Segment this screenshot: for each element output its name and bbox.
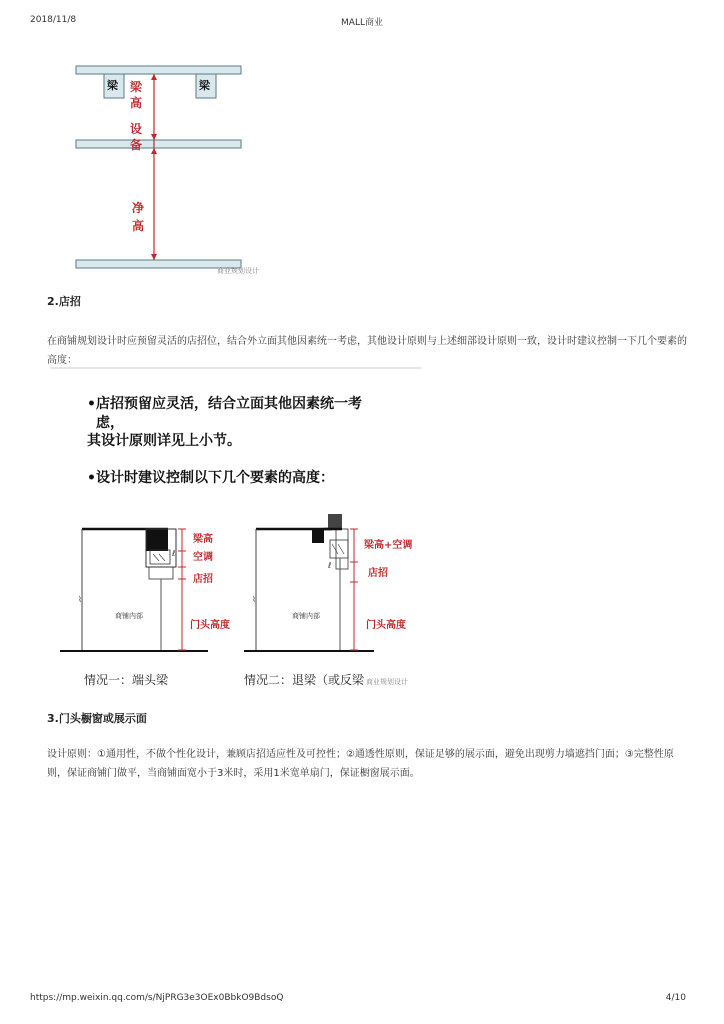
slide-line-1: •店招预留应灵活，结合立面其他因素统一考 [87,396,362,412]
beam-height-char-1: 梁 [130,80,143,94]
break-mark-right: ⌇ [252,595,256,604]
slide-line-4: •设计时建议控制以下几个要素的高度： [87,470,334,486]
beam-label-left: 梁 [107,79,118,92]
clear-height-label [132,200,148,233]
print-date: 2018/11/8 [30,15,77,25]
left-door-height: 门头高度 [190,620,230,631]
slide-line-2: 虑， [96,415,124,431]
left-aircon: 空调 [193,552,213,563]
right-shop-interior: 商铺内部 [292,612,320,620]
break-mark-left: ⌇ [78,595,82,604]
beam-height-label [130,79,146,110]
source-url[interactable]: https://mp.weixin.qq.com/s/NjPRG3e3OEx0BbkO9BdsoQ [30,993,284,1003]
beam-height-char-2: 高 [130,96,143,110]
beam-label-right: 梁 [199,79,210,92]
section-heading-signage: 2.店招 [47,295,81,308]
clear-height-char-2: 高 [132,219,145,233]
section-heading-storefront: 3.门头橱窗或展示面 [47,712,147,725]
right-door-height: 门头高度 [366,620,406,631]
left-signage: 店招 [193,574,213,585]
storefront-paragraph: 设计原则：①通用性，不做个性化设计，兼顾店招适应性及可控性；②通透性原则，保证足够的展示面，避免出现剪力墙遮挡门面；③完整性原则，保证商铺门做平，当商铺面宽小于3米时，采用1米宽单扇门，保证橱窗展示面。 [47,749,674,779]
watermark: 商业规划设计 [217,267,259,275]
aircon-symbol-right: ℓ [328,561,332,570]
right-watermark: 商业规划设计 [366,678,408,686]
aircon-symbol-left: ℓ [172,549,176,558]
page-number: 4/10 [665,993,686,1003]
height-section-figure [72,60,292,278]
right-beam-aircon: 梁高+空调 [364,540,413,551]
left-caption: 情况一：端头梁 [84,673,169,687]
right-caption: 情况二：退梁（或反梁 [244,673,365,687]
left-shop-interior: 商铺内部 [115,612,143,620]
equipment-char-2: 备 [130,138,143,152]
slide-line-3: 其设计原则详见上小节。 [87,433,241,449]
left-beam-height: 梁高 [193,534,213,545]
storefront-sections-drawing [60,510,430,695]
equipment-char-1: 设 [130,122,143,136]
page-header-title: MALL商业 [341,18,383,28]
signage-paragraph: 在商铺规划设计时应预留灵活的店招位，结合外立面其他因素统一考虑，其他设计原则与上述细部设计原则一致，设计时建议控制一下几个要素的高度： [47,336,687,366]
right-signage: 店招 [368,568,388,579]
clear-height-char-1: 净 [132,201,145,215]
